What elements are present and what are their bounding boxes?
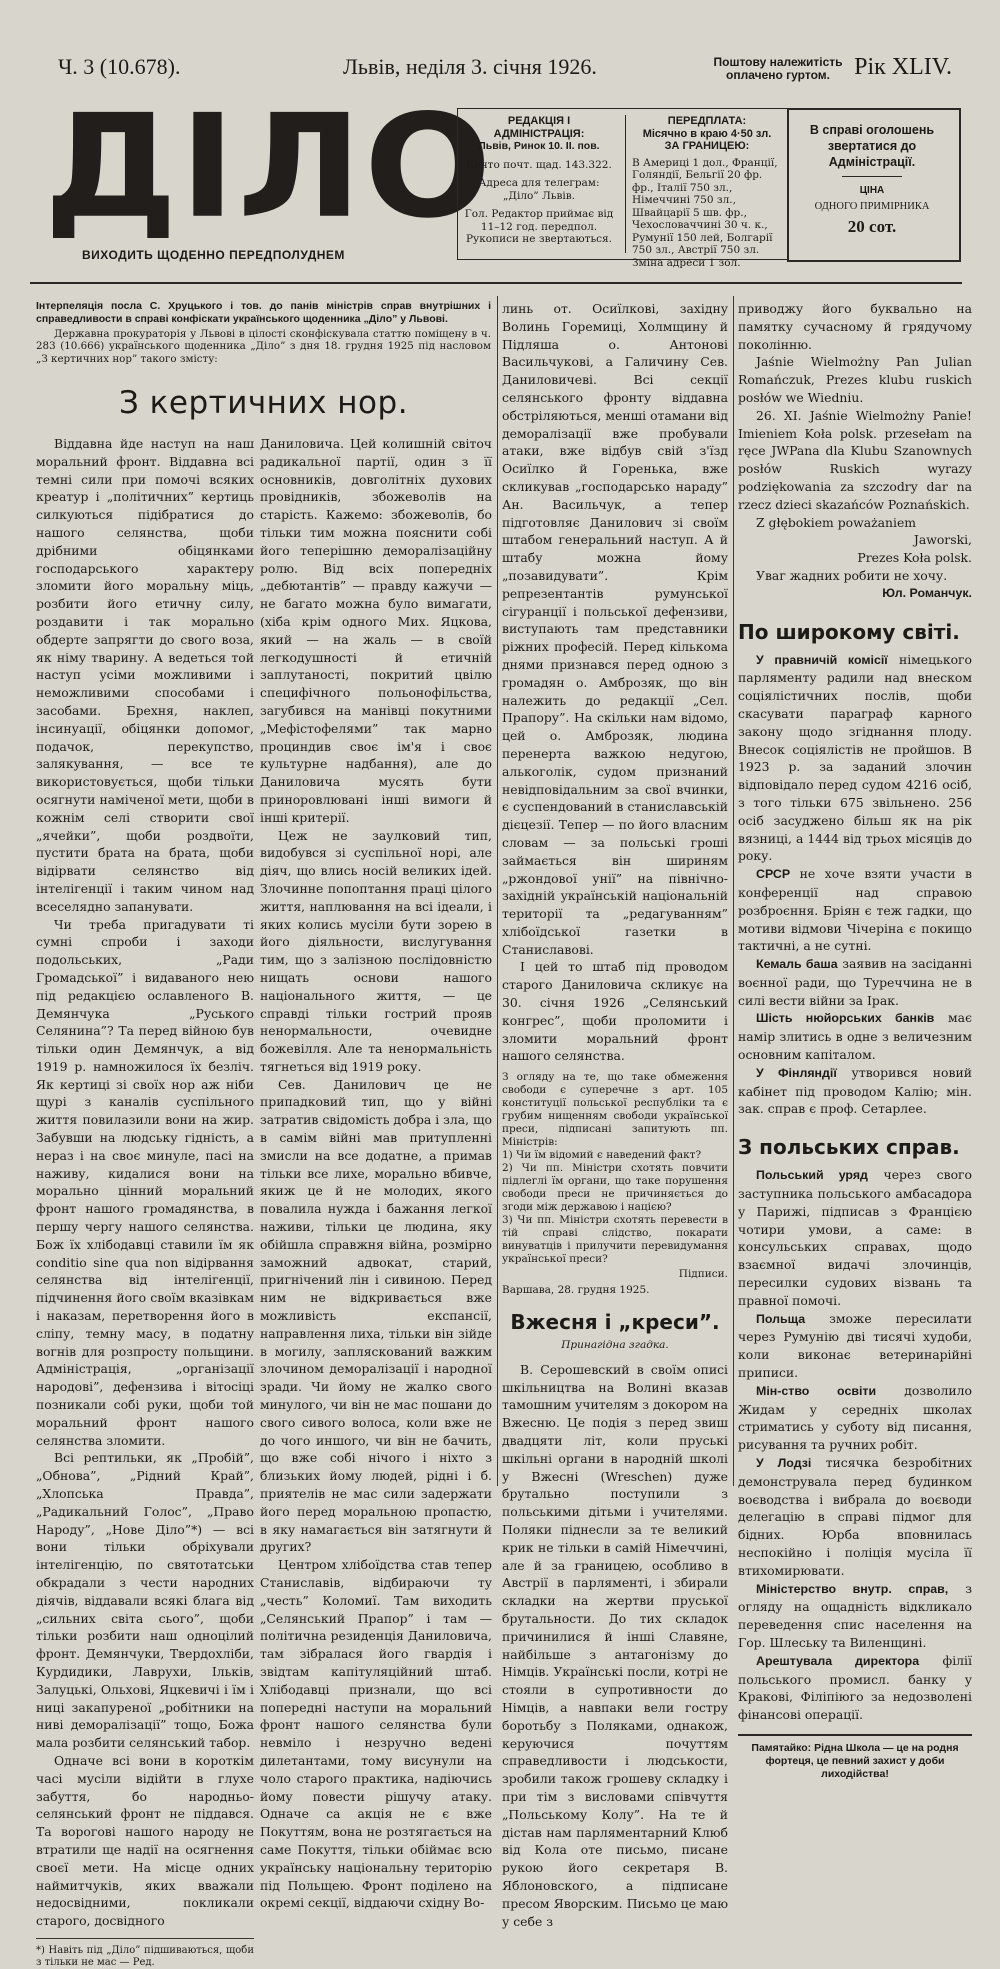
subscription-abroad-heading: ЗА ГРАНИЦЕЮ: (664, 140, 750, 152)
column-three (502, 300, 728, 1930)
ads-text: В справі оголошень звертатися до Адміністрації. (809, 123, 935, 169)
article-paragraph: линь от. Осиїлкові, західну Волинь Горемиці, Холмщину й Підляша о. Антонові Васильчукові, а Галичину Сев. Даниловичеві. Всі секції селянського фронту віддавна обстріляються, менші отамани від деморалізації вже пробували атаки, вже відбув свій з'їзд Осиїлко й Горенька, вже скликував „господарсько нараду” Ан. Васильчук, а тепер підготовляє Данилович зі своїм штабом генеральний наступ. А й штабу можна йому „позавидувати”. Крім репрезентантів румунської сігуранції і польської дефензиви, виступають там представники ріжних професій. Перед кількома днями признався перед одною з громадян о. Амброзяк, що він належить до редакції „Сел. Прапору”. На скільки нам відомо, цей о. Амброзяк, людина перенерта важкою недугою, алькоголік, судом признаний невідповідальним за свої вчинки, є суспендований в станиславській дієцезії. Тепер — по його власним словам — за польські гроші займається він шириням „ржондової унії” на північно-західній українській національній території та „редагуванням” хлібоїдської газетки в Станиславові. (502, 301, 728, 957)
article-subtitle: Принагідна згадка. (561, 1339, 669, 1352)
info-box-ads (787, 108, 961, 262)
news-text: утворився новий кабінет під проводом Калію; мін. зак. справ є проф. Сетарлее. (738, 1064, 973, 1117)
closing-slogan: Памятайко: Рідна Школа — це на родня фортеця, це певний захист у доби лиходійства! (738, 1734, 972, 1781)
editorial-info (464, 115, 614, 252)
news-item (738, 955, 972, 1009)
news-item (738, 1454, 972, 1580)
news-text: з огляду на ощадність відкликало переведення спис населення на Гор. Шлеську та Виленщині. (738, 1580, 972, 1650)
footnote: *) Навіть під „Діло” підшиваються, щоби з тільки не мас — Ред. (36, 1938, 254, 1969)
editorial-address: Львів, Ринок 10. II. пов. (478, 140, 600, 152)
letter-line: Prezes Koła polsk. (857, 550, 972, 566)
article-title-vzhesnia: Вжесня і „креси”. (510, 1310, 720, 1335)
news-lead: Польський уряд (756, 1168, 868, 1183)
news-lead: У правничій комісії (756, 652, 888, 667)
article-paragraph: приводжу його буквально на памятку сучасному й грядучому поколінню. (738, 301, 972, 352)
masthead-rule (30, 282, 962, 284)
questions-intro: З огляду на те, що таке обмеження свободи є суперечне з арт. 105 конституції польської республіки та є грубим нищенням свободи української преси, підписані запитують пп. Міністрів: (502, 1071, 728, 1149)
ads-info (795, 122, 949, 235)
news-item (738, 1009, 972, 1063)
news-item (738, 865, 972, 955)
price-heading: ЦІНА (859, 185, 885, 196)
column-four (738, 300, 972, 1781)
news-lead: У Лодзі (756, 1456, 812, 1471)
letter-line: Z głębokiem poważaniem (756, 514, 917, 530)
subscription-domestic: Місячно в краю 4·50 зл. (642, 127, 772, 140)
article-paragraph: Всі рептильки, як „Пробій”, „Обнова”, „Рідний Край”, „Хлопська Правда”, „Радикальний Голос”, „Право Народу”, „Нове Діло”*) — всі вони тільки обріхували інтелігенцію, по святотатськи обкрадали з чести народних діячів, віддавали всякі блага від „сильних світа сього”, щоби тільки розбити наш одноцілий фронт. Демянчуки, Твердохліби, Курдидики, Лаврухи, Ільків, Залуцькі, Ольхові, Яцкевичі і їм і ниці закапуреної „робітники на ниві деморалізації” тощо, Божа мала розбити селянський табор. (36, 1450, 254, 1751)
article-paragraph: Сев. Данилович це не припадковий тип, що у війні затратив свідомість добра і зла, що в самім війні мав притупленні змисли на все додатне, а примав тільки все лихе, морально вбивче, якиж це й не молодих, якого повалила нужда і бажання легкої наживи, тільки це людина, яку обійшла справжня війна, розмірно заможний адвокат, старий, пригнічений лін і сивиною. Перед ним не відкривається вже можливість експансії, направлення лиха, тільки він зійде в могилу, запляскований важким злочином деморалізації і народної зради. Чи йому не жалко свого минулого, чи він не мас пошани до свого сивого волоса, коли вже не до чого иншого, чи він не бачить, що вже собі нічого і ніхто з близьких йому людей, рідні і б. приятелів не мас сили задержати його перед моральною пропастю, в яку намагається він затягнути й других? (260, 1076, 492, 1555)
news-text: тисячка безробітних демонструвала перед будинком воєводства і вибрала до воєводи делегацію в справі підмог для бідних. Юрба вповнилась неспокійно і поліція мусіла її втихомирювати. (738, 1455, 972, 1578)
letter-line: Jaśnie Wielmożny Pan Julian Romańczuk, Prezes klubu ruskich posłów we Wiedniu. (738, 354, 972, 405)
newspaper-title: ДІЛО (44, 84, 494, 250)
news-item (738, 651, 972, 866)
remark: Уваг жадних робити не хочу. (756, 567, 948, 583)
news-item (738, 1064, 972, 1118)
main-article-title: З кертичних нор. (118, 385, 409, 422)
news-text: не хоче взяти участи в конференції над справою розброєння. Бріян є теж гадки, що мотиви відмови Чічеріна є покищо тактичні, а не сутні. (738, 866, 972, 954)
news-lead: Арештувала директора (756, 1653, 920, 1668)
news-text: німецького парляменту радили над внеском соціялістичних послів, щоби скасувати параграф карного закону щодо згіднання плоду. Внесок соціялістів не пройшов. В 1923 р. за заданий злочин відповідало перед судом 4216 осіб, з того тільки 675 звільнено. 256 осіб засуджено більш як на рік вязниці, а 1444 від трьох місяців до року. (738, 651, 972, 864)
section-title-polish: З польських справ. (738, 1135, 960, 1160)
news-lead: Мін-ство освіти (756, 1383, 877, 1398)
news-text: має намір злитись в одне з величезним основним капіталом. (738, 1010, 973, 1063)
subscription-abroad: В Америці 1 дол., Франції, Голяндії, Бельгії 20 фр. фр., Італії 750 зл., Німеччині 750 зл., Швайцарії 5 шв. фр., Чехословаччині 30 ч. к., Румунії 150 лей, Болгарії 750 зл., Австрії 750 зл. Зміна адреси 1 зол. (632, 156, 778, 269)
main-article-column-a (36, 435, 254, 1969)
news-text: зможе пересилати через Румунію дві тисячі худоби, коли виконає ветеринарійні приписи. (738, 1310, 972, 1381)
news-item (738, 1166, 972, 1309)
box-divider (625, 115, 626, 253)
article-paragraph: Віддавна йде наступ на наш моральний фронт. Віддавна всі темні сили при помочі всяких креатур і „політичних” кертиць силкуються підібратися до нашого селянства, щоби дрібними обіцянками господарського характеру зломити його моральну міць, розбити його етичну силу, роздавити і так морально обдерте запрягти до свого воза, як німу тварину. А ведеться той наступ усіми можливими і неможливими способами і засобами. Брехня, наклеп, інсинуації, обіцянки допомог, подачок, перекупство, залякування, — все те використовується, щоби тільки осягнути наміченої мети, щоби в кожнім селі створити свої „ячейки”, щоби роздвоїти, пустити брата на брата, щоби відірвати селянство від інтелігенції і таким чином над всеселядно запанувати. (36, 436, 254, 914)
article-paragraph: Даниловича. Цей колишній світоч радикальної партії, один з її основників, довголітніх духових провідників, збожеволів на старість. Кажемо: збожеволів, бо тільки тим можна пояснити собі його теперішню деморалізаційну ролю. Від всіх попередніх „дебютантів” — правду кажучи — не багато можна було вимагати, (хіба крім одного Мих. Яцкова, який — на жаль — в своїй легкодушності й етичній заплутаності, покритий цвілю специфічного польонофільства, загубився на манівці покутними „Мефістофелями” так марно проциндив своє ім'я і своє культурне надбання), але до Даниловича мусять бути приноровлювані інші вимоги й інші критерії. (260, 436, 492, 825)
editorial-account: Конто почт. щад. 143.322. (466, 158, 612, 171)
signatures: Підписи. (678, 1268, 728, 1281)
news-item (738, 1310, 972, 1382)
news-text: філії польського промисл. банку у Кракові, Філіпіюго за недозволені фінансові операції. (738, 1652, 972, 1723)
article-paragraph: В. Серошевский в своїм описі шкільництва на Волині вказав тамошним учителям з докором на Вжесню. Це подія з перед звиш двадцяти літ, коли пруські шкільні органи в народній школі у Вжесні (Wreschen) дуже брутально поступили з польськими дітьми і учителями. Поляки піднесли за те великий крик не тільки в самій Німеччині, але й за границею, особливо в Австрії в парляменті, і збирали складки на жертви пруської брутальности. До тих складок причинилися й інші Славяне, найбільше з антагонізму до Німців. Українські посли, котрі не стояли в супротивности до Німців, а навпаки вели гостру боротьбу з Поляками, однакож, керуючися почуттям справедливости і людськости, зробили також грошеву складку і при тім з висловами співчуття „Польському Колу”. На те й дістав нам парляментарний Клюб від Кола оте письмо, писане рукою його секретаря В. Яблоновского, а підписане пресом Яворским. Письмо це маю у себе з (502, 1361, 728, 1929)
article-paragraph: Цеж не заулковий тип, видобувся зі суспільної норі, але діяч, що влись носій великих ідей. Злочинне попоптання праці цілого життя, наплювання на всі ідеали, і яких колись мусіли бути зорею в його діяльности, вислугування тим, що з залізною послідовністю нищать основи нашого національного життя, — це справді тільки гострий прояв ненормальности, очевидне божевілля. Але та ненормальність тягнеться від 1919 року. (260, 827, 492, 1074)
question-item: 3) Чи пп. Міністри схотять перевести в тій справі слідство, покарати винуватців і прилучити перевидумання української преси? (502, 1214, 728, 1266)
news-lead: У Фінляндії (756, 1065, 837, 1080)
question-item: 2) Чи пп. Міністри схотять повчити підлеглі їм органи, що таке порушення свободи преси не причиняється до згоди між державою і нацією? (502, 1162, 728, 1214)
article-paragraph: Одначе всі вони в короткім часі мусіли відійти в глухе забуття, бо народньо-селянський фронт не піддався. Та ворогові нашого народу не втратили ще надії на осягнення своєї мети. На місце одних наймитчуків, яких вважали недосвідними, покликали старого, досвідного (36, 1752, 254, 1929)
news-lead: Кемаль баша (756, 957, 838, 972)
issue-number: Ч. 3 (10.678). (58, 54, 181, 79)
ads-divider (842, 176, 902, 177)
subscription-info (632, 115, 782, 269)
news-text: через свого заступника польського амбасадора у Парижі, підписав з Францією чотири умови, а саме: в консульських справах, щодо взаємної видачі злочинців, пересилки судових візвань та правної помочі. (738, 1167, 972, 1308)
confiscation-notice: Державна прокураторія у Львові в цілості сконфіскувала статтю поміщену в ч. 283 (10.666) українського щоденника „Діло” з дня 18. грудня 1925 під насловом „З кертичних нор” такого змісту: (36, 327, 491, 365)
editorial-heading: РЕДАКЦІЯ І АДМІНІСТРАЦІЯ: (493, 115, 585, 140)
dateline: Львів, неділя 3. січня 1926. (343, 54, 597, 79)
year-label: Рік XLIV. (854, 54, 952, 80)
news-lead: Міністерство внутр. справ, (756, 1581, 949, 1596)
interpellation-heading: Інтерпеляція посла С. Хруцького і тов. до панів міністрів справ внутрішних і справедливости в справі конфіскати українського щоденника „Діло” у Львові. (36, 300, 491, 325)
question-item: 1) Чи їм відомий є наведений факт? (502, 1149, 702, 1162)
letter-line: Jaworski, (913, 532, 972, 548)
news-text: заявив на засіданні воєнної ради, що Туреччина не в силі вести війни за Ірак. (738, 956, 972, 1008)
editorial-editor: Гол. Редактор приймає від 11–12 год. передпол. Рукописи не звертаються. (464, 208, 614, 245)
news-item (738, 1382, 972, 1454)
news-item (738, 1652, 972, 1724)
info-box-editorial-subscription (457, 108, 788, 269)
article-paragraph: Центром хлібоїдства став тепер Станиславів, відбираючи ту „честь” Коломиї. Там виходить „Селянський Прапор” і там — політична резиденція Даниловича, там зібралася його гвардія і звідтам капітуляційний штаб. Хлібодавці признали, що всі попередні наступи на моральний фронт нашого селянства були невміло і незручно ведені дилетантами, тому висунули на чоло старого практика, надіючись йому повести рішучу атаку. Одначе са акція не є вже Покуттям, вона не розтягається на саме Покуття, тільки обіймає всю українську національну територію під Польщею. Фронт поділено на окремі секції, віддаючи східну Во- (260, 1557, 492, 1911)
column-rule (497, 296, 498, 1486)
tagline: ВИХОДИТЬ ЩОДЕННО ПЕРЕДПОЛУДНЕМ (82, 248, 345, 262)
subscription-heading: ПЕРЕДПЛАТА: (667, 115, 747, 127)
price-value: 20 сот. (847, 217, 897, 236)
article-paragraph: І цей то штаб під проводом старого Даниловича скликує на 30. січня 1926 „Селянський конгрес”, щоби проломити і зломити моральний фронт нашого селянства. (502, 959, 728, 1064)
place-date: Варшава, 28. грудня 1925. (502, 1284, 650, 1297)
postage-note: Поштову належитість оплачено гуртом. (713, 55, 843, 82)
letter-line: 26. XI. Jaśnie Wielmożny Panie! Imieniem Koła polsk. przesełam na ręce JWPana dla Klubu Szanownych posłów Ruskich wyrazy podziękowania za szczodry dar na rzecz dzieci skazańców Poznańskich. (738, 407, 972, 512)
price-note: ОДНОГО ПРИМІРНИКА (814, 201, 930, 212)
masthead-top-line (58, 54, 952, 88)
article-paragraph: Чи треба пригадувати ті сумні спроби і заходи подольських, „Ради Громадської” і видаваного нею під редакцією ославленого В. Демянчука „Руського Селянина”? Та перед війною був тільки один Демянчук, а від 1919 р. намножилося їх безліч. Як кертиці зі своїх нор аж ніби щурі з каналів суспільного життя повилазили вони на жир. Забувши на людську гідність, а нераз і на своє минуле, пасі на наживу, кидалися вони на морально цінний моральний фронт нашого громадянства, в першу чергу нашого селянства. Бож їх хлібодавці ставили їм як conditio sine qua non відірвання селянства від інтелігенції, підчинення його своїм вказівкам і наказам, перетворення його в сліпу, темну масу, в податну вогнів для розпросту польщини. Адміністрація, „організації народові”, дефензива і вітосіці позникали собі руки, щоби той моральний фронт нашого селянства зломити. (36, 916, 254, 1448)
signature: Юл. Романчук. (882, 585, 972, 600)
newspaper-logo (44, 84, 494, 250)
main-article-header (36, 300, 491, 441)
main-article-column-b (260, 435, 492, 1912)
news-text: дозволило Жидам у середніх школах стриматись у суботу від писання, рисування та ручних робіт. (738, 1382, 972, 1453)
editorial-telegram: Адреса для телеграм: „Діло” Львів. (478, 177, 600, 202)
news-lead: СРСР (756, 867, 791, 882)
section-title-world: По широкому світі. (738, 619, 960, 644)
news-item (738, 1580, 972, 1652)
news-lead: Шість нюйорських банків (756, 1011, 935, 1026)
column-rule (733, 296, 734, 1486)
news-lead: Польща (756, 1311, 806, 1326)
